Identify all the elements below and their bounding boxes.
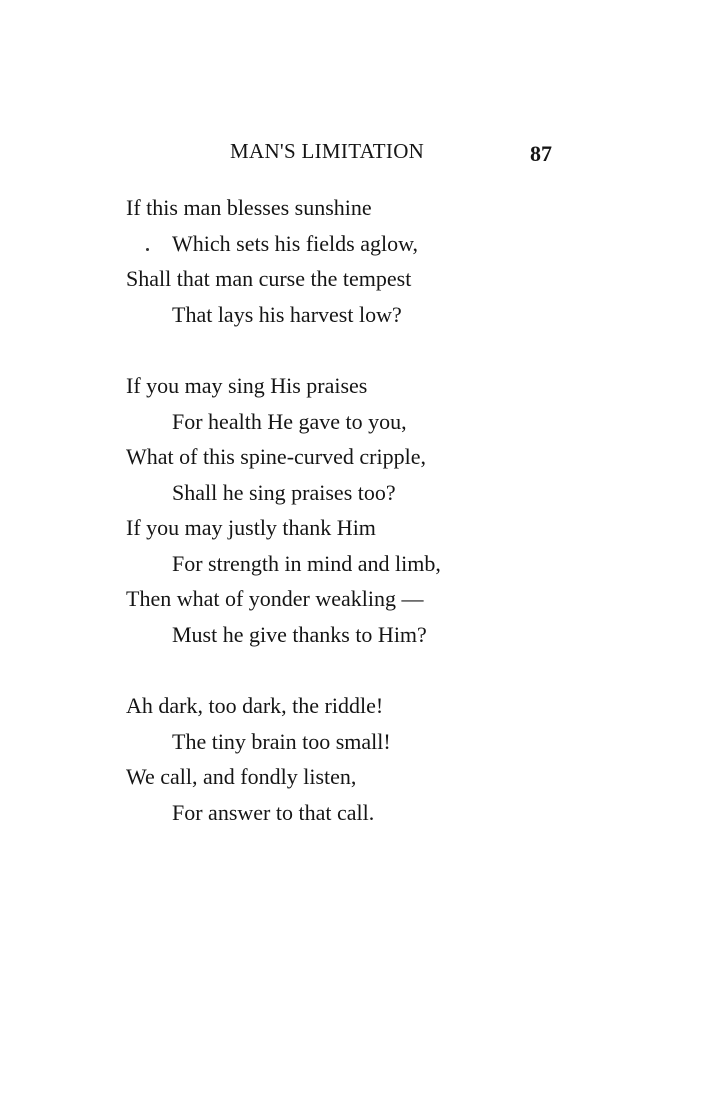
poem-line: Shall that man curse the tempest — [126, 266, 412, 291]
poem-line: That lays his harvest low? — [172, 301, 402, 327]
poem-line: Must he give thanks to Him? — [172, 621, 427, 647]
stanza-1 — [126, 190, 646, 332]
poem-line: What of this spine-curved cripple, — [126, 444, 426, 469]
poem — [126, 190, 646, 830]
running-head — [0, 139, 724, 169]
poem-line: If you may justly thank Him — [126, 515, 376, 540]
running-title: MAN'S LIMITATION — [230, 139, 425, 163]
poem-line: Which sets his fields aglow, — [172, 230, 419, 256]
poem-line: Then what of yonder weakling — — [126, 586, 424, 611]
poem-line: For strength in mind and limb, — [172, 550, 441, 576]
poem-line: Shall he sing praises too? — [172, 479, 396, 505]
stanza-2 — [126, 368, 646, 652]
poem-line: For answer to that call. — [172, 799, 375, 825]
poem-line: If this man blesses sunshine — [126, 195, 372, 220]
poem-line: If you may sing His praises — [126, 373, 368, 398]
poem-line: The tiny brain too small! — [172, 728, 391, 754]
poem-line: We call, and fondly listen, — [126, 764, 357, 789]
poem-line: Ah dark, too dark, the riddle! — [126, 693, 384, 718]
stanza-3 — [126, 688, 646, 830]
poem-line: For health He gave to you, — [172, 408, 407, 434]
page-number: 87 — [530, 141, 552, 166]
